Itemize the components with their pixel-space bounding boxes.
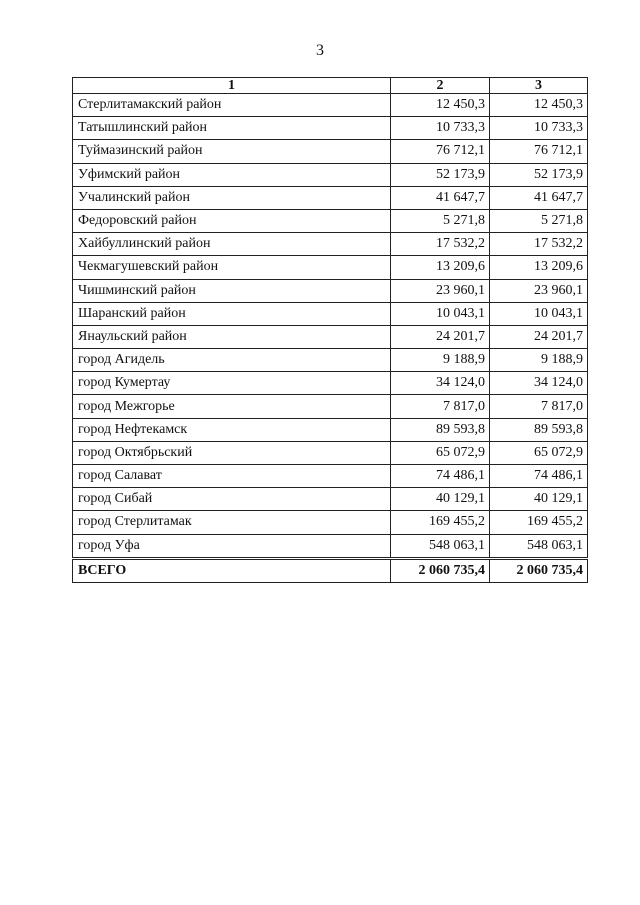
- district-name-cell: город Агидель: [73, 349, 391, 372]
- value-col-2-cell: 89 593,8: [391, 418, 490, 441]
- value-col-3-cell: 13 209,6: [490, 256, 588, 279]
- table-row: [73, 140, 588, 163]
- district-name-cell: Янаульский район: [73, 325, 391, 348]
- table-row: [73, 534, 588, 558]
- district-name-cell: город Уфа: [73, 534, 391, 558]
- value-col-3-cell: 89 593,8: [490, 418, 588, 441]
- district-name-cell: Туймазинский район: [73, 140, 391, 163]
- data-table: [72, 77, 588, 583]
- table-row: [73, 117, 588, 140]
- value-col-3-cell: 23 960,1: [490, 279, 588, 302]
- value-col-2-cell: 548 063,1: [391, 534, 490, 558]
- district-name-cell: город Стерлитамак: [73, 511, 391, 534]
- table-row: [73, 395, 588, 418]
- column-header-1: 1: [73, 78, 391, 94]
- value-col-2-cell: 7 817,0: [391, 395, 490, 418]
- district-name-cell: Уфимский район: [73, 163, 391, 186]
- table-row: [73, 441, 588, 464]
- value-col-2-cell: 23 960,1: [391, 279, 490, 302]
- district-name-cell: город Нефтекамск: [73, 418, 391, 441]
- column-header-2: 2: [391, 78, 490, 94]
- table-row: [73, 163, 588, 186]
- value-col-2-cell: 10 733,3: [391, 117, 490, 140]
- value-col-2-cell: 9 188,9: [391, 349, 490, 372]
- value-col-2-cell: 74 486,1: [391, 465, 490, 488]
- district-name-cell: Чекмагушевский район: [73, 256, 391, 279]
- district-name-cell: город Салават: [73, 465, 391, 488]
- value-col-3-cell: 10 733,3: [490, 117, 588, 140]
- total-label-cell: ВСЕГО: [73, 558, 391, 582]
- value-col-3-cell: 52 173,9: [490, 163, 588, 186]
- table-row: [73, 511, 588, 534]
- district-name-cell: Шаранский район: [73, 302, 391, 325]
- table-row: [73, 233, 588, 256]
- district-name-cell: город Межгорье: [73, 395, 391, 418]
- value-col-2-cell: 76 712,1: [391, 140, 490, 163]
- table-row: [73, 349, 588, 372]
- value-col-3-cell: 34 124,0: [490, 372, 588, 395]
- table-body: [73, 94, 588, 583]
- table-row: [73, 94, 588, 117]
- value-col-3-cell: 7 817,0: [490, 395, 588, 418]
- table-row: [73, 372, 588, 395]
- value-col-3-cell: 10 043,1: [490, 302, 588, 325]
- table-row: [73, 488, 588, 511]
- table-row: [73, 325, 588, 348]
- table-row: [73, 465, 588, 488]
- district-name-cell: Чишминский район: [73, 279, 391, 302]
- value-col-2-cell: 5 271,8: [391, 209, 490, 232]
- district-name-cell: город Сибай: [73, 488, 391, 511]
- value-col-2-cell: 10 043,1: [391, 302, 490, 325]
- district-name-cell: Татышлинский район: [73, 117, 391, 140]
- value-col-2-cell: 34 124,0: [391, 372, 490, 395]
- district-name-cell: Федоровский район: [73, 209, 391, 232]
- value-col-2-cell: 41 647,7: [391, 186, 490, 209]
- value-col-2-cell: 17 532,2: [391, 233, 490, 256]
- value-col-2-cell: 12 450,3: [391, 94, 490, 117]
- value-col-2-cell: 13 209,6: [391, 256, 490, 279]
- value-col-3-cell: 9 188,9: [490, 349, 588, 372]
- value-col-3-cell: 12 450,3: [490, 94, 588, 117]
- value-col-2-cell: 24 201,7: [391, 325, 490, 348]
- value-col-2-cell: 169 455,2: [391, 511, 490, 534]
- value-col-3-cell: 41 647,7: [490, 186, 588, 209]
- district-name-cell: Хайбуллинский район: [73, 233, 391, 256]
- district-name-cell: Стерлитамакский район: [73, 94, 391, 117]
- total-col-3-cell: 2 060 735,4: [490, 558, 588, 582]
- value-col-3-cell: 74 486,1: [490, 465, 588, 488]
- value-col-3-cell: 76 712,1: [490, 140, 588, 163]
- value-col-3-cell: 17 532,2: [490, 233, 588, 256]
- table-row: [73, 256, 588, 279]
- district-name-cell: город Октябрьский: [73, 441, 391, 464]
- value-col-2-cell: 65 072,9: [391, 441, 490, 464]
- value-col-2-cell: 40 129,1: [391, 488, 490, 511]
- value-col-3-cell: 24 201,7: [490, 325, 588, 348]
- table-header-row: [73, 78, 588, 94]
- column-header-3: 3: [490, 78, 588, 94]
- value-col-2-cell: 52 173,9: [391, 163, 490, 186]
- value-col-3-cell: 40 129,1: [490, 488, 588, 511]
- table-row: [73, 279, 588, 302]
- table-row: [73, 302, 588, 325]
- value-col-3-cell: 65 072,9: [490, 441, 588, 464]
- table-row: [73, 209, 588, 232]
- district-name-cell: город Кумертау: [73, 372, 391, 395]
- value-col-3-cell: 169 455,2: [490, 511, 588, 534]
- total-row: [73, 558, 588, 582]
- total-col-2-cell: 2 060 735,4: [391, 558, 490, 582]
- value-col-3-cell: 548 063,1: [490, 534, 588, 558]
- value-col-3-cell: 5 271,8: [490, 209, 588, 232]
- table-row: [73, 186, 588, 209]
- table-row: [73, 418, 588, 441]
- page-number: 3: [316, 42, 324, 59]
- district-name-cell: Учалинский район: [73, 186, 391, 209]
